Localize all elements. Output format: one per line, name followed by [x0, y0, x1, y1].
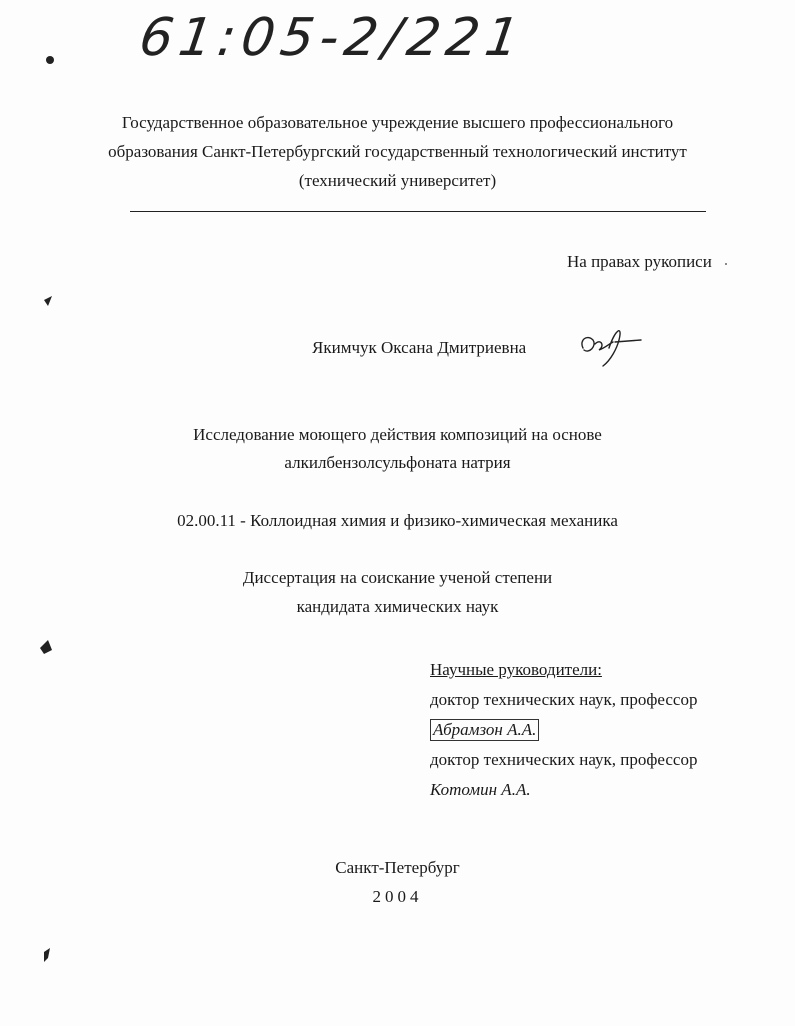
supervisor-1-name: Абрамзон А.А. — [430, 719, 539, 741]
punch-mark — [40, 640, 52, 654]
institution-line-2: образования Санкт-Петербургский государственный технологический институт — [108, 142, 687, 161]
scan-speck — [725, 263, 727, 265]
punch-mark — [46, 56, 54, 64]
supervisor-1-title: доктор технических наук, профессор — [430, 690, 698, 709]
specialty-code: 02.00.11 - Коллоидная химия и физико-химическая механика — [177, 511, 618, 530]
archive-number-handwritten: 61:05-2/221 — [135, 8, 529, 68]
institution-line-1: Государственное образовательное учреждение высшего профессионального — [121, 113, 674, 132]
rights-note: На правах рукописи — [567, 252, 712, 271]
supervisor-2-title: доктор технических наук, профессор — [430, 750, 698, 769]
year: 2004 — [372, 887, 423, 906]
dissertation-title-line-1: Исследование моющего действия композиций на основе — [193, 425, 602, 444]
author-name: Якимчук Оксана Дмитриевна — [312, 338, 527, 357]
header-divider — [130, 211, 706, 212]
institution-line-3: (технический университет) — [298, 171, 497, 190]
dissertation-title-line-2: алкилбензолсульфоната натрия — [284, 453, 511, 472]
city: Санкт-Петербург — [335, 858, 460, 877]
punch-mark — [44, 296, 52, 306]
supervisor-2-name: Котомин А.А. — [430, 780, 531, 799]
signature-mark — [575, 318, 645, 368]
supervisors-block — [430, 655, 697, 805]
degree-line-2: кандидата химических наук — [296, 597, 499, 616]
supervisors-heading: Научные руководители: — [430, 660, 602, 679]
degree-line-1: Диссертация на соискание ученой степени — [242, 568, 553, 587]
punch-mark — [44, 948, 50, 962]
